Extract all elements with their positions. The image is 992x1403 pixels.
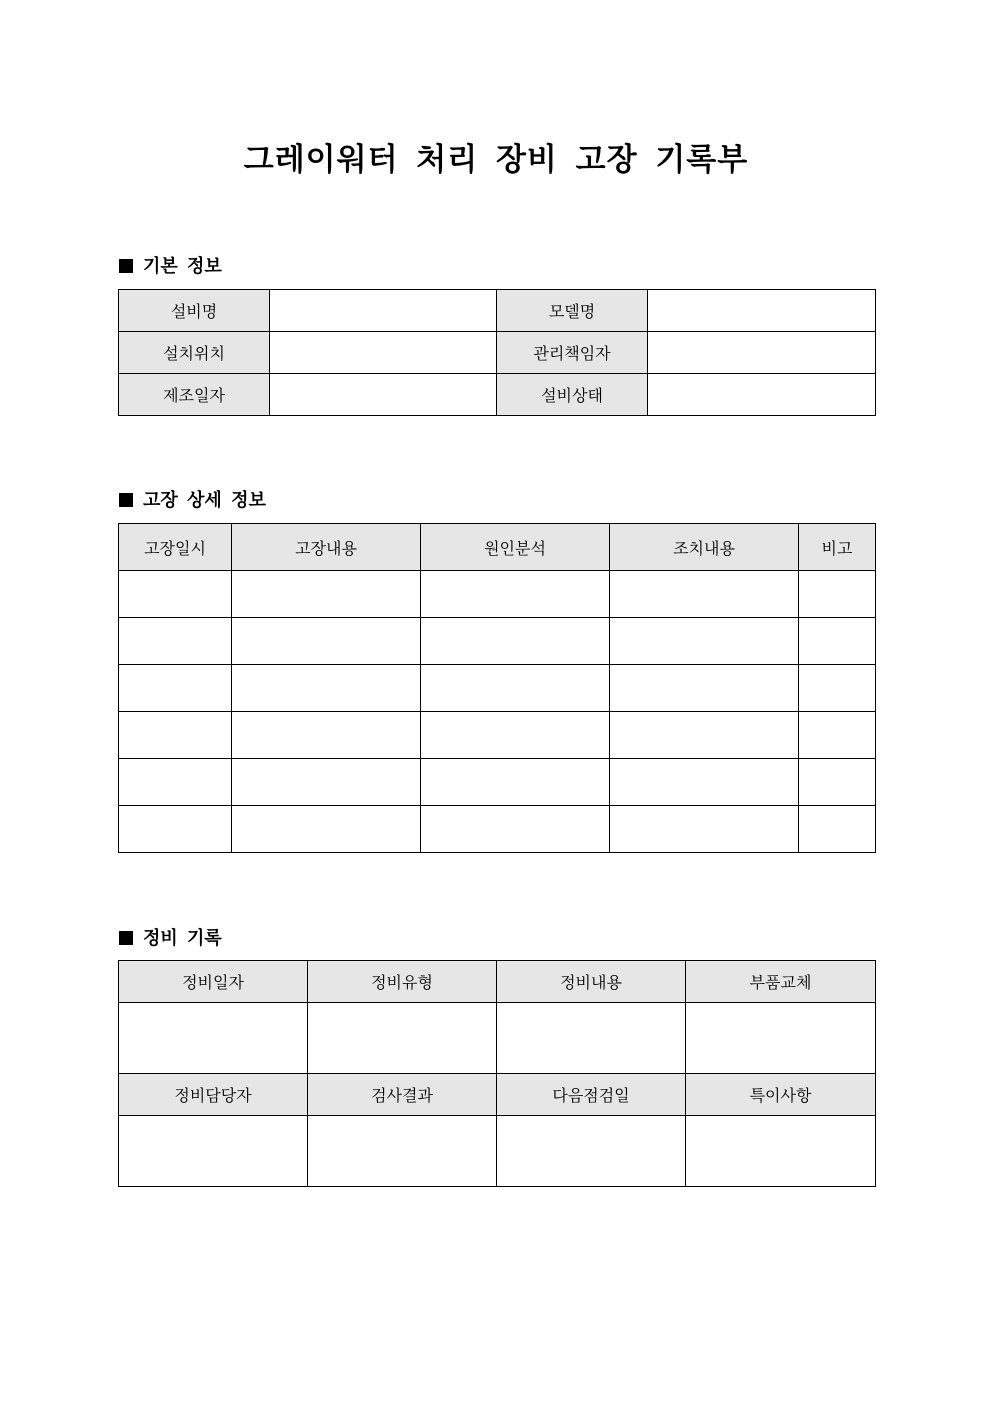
table-cell[interactable]: [421, 806, 610, 853]
table-cell[interactable]: [421, 571, 610, 618]
label-model-name: 모델명: [497, 290, 648, 332]
label-manufacture-date: 제조일자: [119, 374, 270, 416]
table-row: [119, 712, 876, 759]
column-header-special-notes: 특이사항: [686, 1074, 876, 1116]
table-cell[interactable]: [119, 571, 232, 618]
maintenance-record-table: [118, 960, 876, 1187]
table-cell[interactable]: [799, 571, 876, 618]
table-row: [119, 332, 876, 374]
table-cell[interactable]: [799, 618, 876, 665]
table-row: [119, 618, 876, 665]
square-bullet-icon: [119, 931, 133, 945]
table-cell[interactable]: [610, 618, 799, 665]
table-cell[interactable]: [799, 759, 876, 806]
table-cell[interactable]: [421, 712, 610, 759]
column-header-inspection-result: 검사결과: [308, 1074, 497, 1116]
label-install-location: 설치위치: [119, 332, 270, 374]
table-cell[interactable]: [119, 806, 232, 853]
table-row: [119, 290, 876, 332]
table-cell[interactable]: [799, 712, 876, 759]
table-row: [119, 571, 876, 618]
section-heading-fault-detail: [119, 486, 266, 512]
field-maintenance-type[interactable]: [308, 1003, 497, 1074]
table-cell[interactable]: [232, 712, 421, 759]
table-row: [119, 374, 876, 416]
table-cell[interactable]: [610, 665, 799, 712]
page-title: 그레이워터 처리 장비 고장 기록부: [243, 142, 749, 178]
field-maintenance-date[interactable]: [119, 1003, 308, 1074]
table-cell[interactable]: [421, 665, 610, 712]
field-inspection-result[interactable]: [308, 1116, 497, 1187]
table-row: [119, 806, 876, 853]
field-model-name[interactable]: [648, 290, 876, 332]
field-manager[interactable]: [648, 332, 876, 374]
column-header-cause-analysis: 원인분석: [421, 524, 610, 571]
column-header-fault-content: 고장내용: [232, 524, 421, 571]
table-cell[interactable]: [610, 571, 799, 618]
column-header-maintenance-type: 정비유형: [308, 961, 497, 1003]
table-cell[interactable]: [799, 665, 876, 712]
column-header-parts-replaced: 부품교체: [686, 961, 876, 1003]
table-cell[interactable]: [119, 665, 232, 712]
square-bullet-icon: [119, 259, 133, 273]
column-header-next-inspection-date: 다음점검일: [497, 1074, 686, 1116]
field-parts-replaced[interactable]: [686, 1003, 876, 1074]
section-heading-text: 기본 정보: [143, 256, 222, 277]
field-maintenance-staff[interactable]: [119, 1116, 308, 1187]
section-heading-text: 고장 상세 정보: [143, 490, 266, 511]
table-cell[interactable]: [421, 759, 610, 806]
table-cell[interactable]: [232, 571, 421, 618]
table-cell[interactable]: [119, 712, 232, 759]
field-special-notes[interactable]: [686, 1116, 876, 1187]
field-maintenance-content[interactable]: [497, 1003, 686, 1074]
table-cell[interactable]: [232, 665, 421, 712]
column-header-action-taken: 조치내용: [610, 524, 799, 571]
table-cell[interactable]: [421, 618, 610, 665]
section-heading-basic-info: [119, 252, 222, 278]
label-equipment-status: 설비상태: [497, 374, 648, 416]
table-cell[interactable]: [232, 759, 421, 806]
table-cell[interactable]: [610, 712, 799, 759]
fault-detail-table: [118, 523, 876, 853]
table-cell[interactable]: [799, 806, 876, 853]
field-next-inspection-date[interactable]: [497, 1116, 686, 1187]
square-bullet-icon: [119, 493, 133, 507]
table-cell[interactable]: [610, 759, 799, 806]
field-install-location[interactable]: [270, 332, 497, 374]
label-equipment-name: 설비명: [119, 290, 270, 332]
column-header-fault-datetime: 고장일시: [119, 524, 232, 571]
basic-info-table: [118, 289, 876, 416]
table-row: [119, 759, 876, 806]
section-heading-text: 정비 기록: [143, 928, 222, 949]
table-row: [119, 1003, 876, 1074]
table-header-row: [119, 524, 876, 571]
table-row: [119, 665, 876, 712]
table-cell[interactable]: [610, 806, 799, 853]
table-header-row: [119, 961, 876, 1003]
table-cell[interactable]: [119, 618, 232, 665]
field-manufacture-date[interactable]: [270, 374, 497, 416]
label-manager: 관리책임자: [497, 332, 648, 374]
section-heading-maintenance: [119, 924, 222, 950]
table-row: [119, 1116, 876, 1187]
table-cell[interactable]: [232, 806, 421, 853]
column-header-maintenance-date: 정비일자: [119, 961, 308, 1003]
table-header-row: [119, 1074, 876, 1116]
field-equipment-status[interactable]: [648, 374, 876, 416]
table-cell[interactable]: [232, 618, 421, 665]
column-header-remarks: 비고: [799, 524, 876, 571]
field-equipment-name[interactable]: [270, 290, 497, 332]
column-header-maintenance-staff: 정비담당자: [119, 1074, 308, 1116]
column-header-maintenance-content: 정비내용: [497, 961, 686, 1003]
table-cell[interactable]: [119, 759, 232, 806]
